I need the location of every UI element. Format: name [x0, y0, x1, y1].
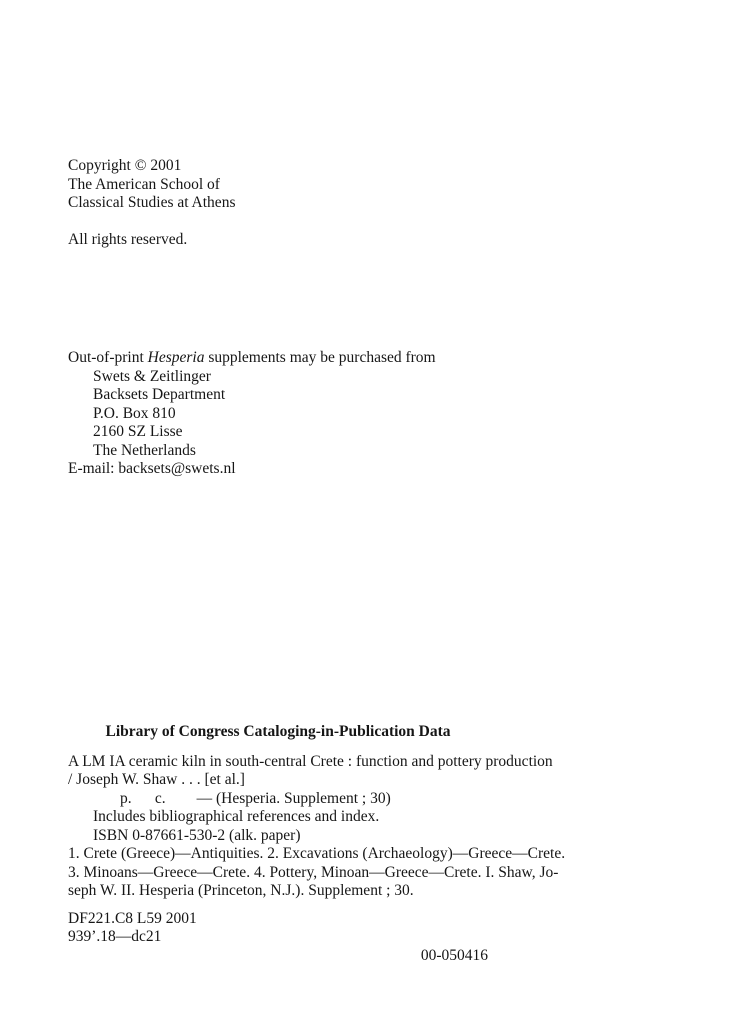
cip-collation-line: p. c. — (Hesperia. Supplement ; 30)	[120, 789, 391, 807]
cip-references-line: Includes bibliographical references and index.	[93, 808, 380, 825]
address-line-5: The Netherlands	[93, 441, 196, 459]
cip-subjects-line-2: 3. Minoans—Greece—Crete. 4. Pottery, Minoan—Greece—Crete. I. Shaw, Jo-	[68, 863, 559, 881]
cip-title-line-2: / Joseph W. Shaw . . . [et al.]	[68, 771, 245, 788]
copyright-block	[68, 157, 488, 213]
copyright-line-1: Copyright © 2001	[68, 157, 182, 174]
address-line-4: 2160 SZ Lisse	[93, 423, 183, 440]
cip-title-line-1: A LM IA ceramic kiln in south-central Crete : function and pottery production	[68, 752, 553, 770]
address-line-3: P.O. Box 810	[93, 404, 176, 422]
lc-control-number: 00-050416	[420, 946, 488, 964]
cip-subjects-line-3: seph W. II. Hesperia (Princeton, N.J.). Supplement ; 30.	[68, 882, 414, 899]
email-line: E-mail: backsets@swets.nl	[68, 460, 236, 477]
dewey-number: 939’.18—dc21	[68, 928, 162, 945]
rights-line: All rights reserved.	[68, 231, 188, 248]
purchase-intro-line	[68, 349, 488, 368]
cip-block	[68, 723, 566, 965]
purchase-intro-pre: Out-of-print	[68, 349, 148, 366]
lc-call-number: DF221.C8 L59 2001	[68, 909, 197, 927]
copyright-line-3: Classical Studies at Athens	[68, 194, 236, 211]
address-line-2: Backsets Department	[93, 386, 226, 403]
purchase-block	[68, 349, 488, 479]
purchase-intro-post: supplements may be purchased from	[204, 349, 436, 366]
call-number-block	[68, 910, 488, 947]
cip-subjects-line-1: 1. Crete (Greece)—Antiquities. 2. Excavations (Archaeology)—Greece—Crete.	[68, 845, 566, 862]
address-line-1: Swets & Zeitlinger	[93, 367, 211, 385]
purchase-intro-journal-title: Hesperia	[147, 349, 205, 366]
copyright-line-2: The American School of	[68, 175, 220, 193]
cip-heading: Library of Congress Cataloging-in-Publication Data	[105, 723, 451, 740]
cip-isbn-line: ISBN 0-87661-530-2 (alk. paper)	[93, 826, 301, 844]
rights-block	[68, 231, 488, 250]
